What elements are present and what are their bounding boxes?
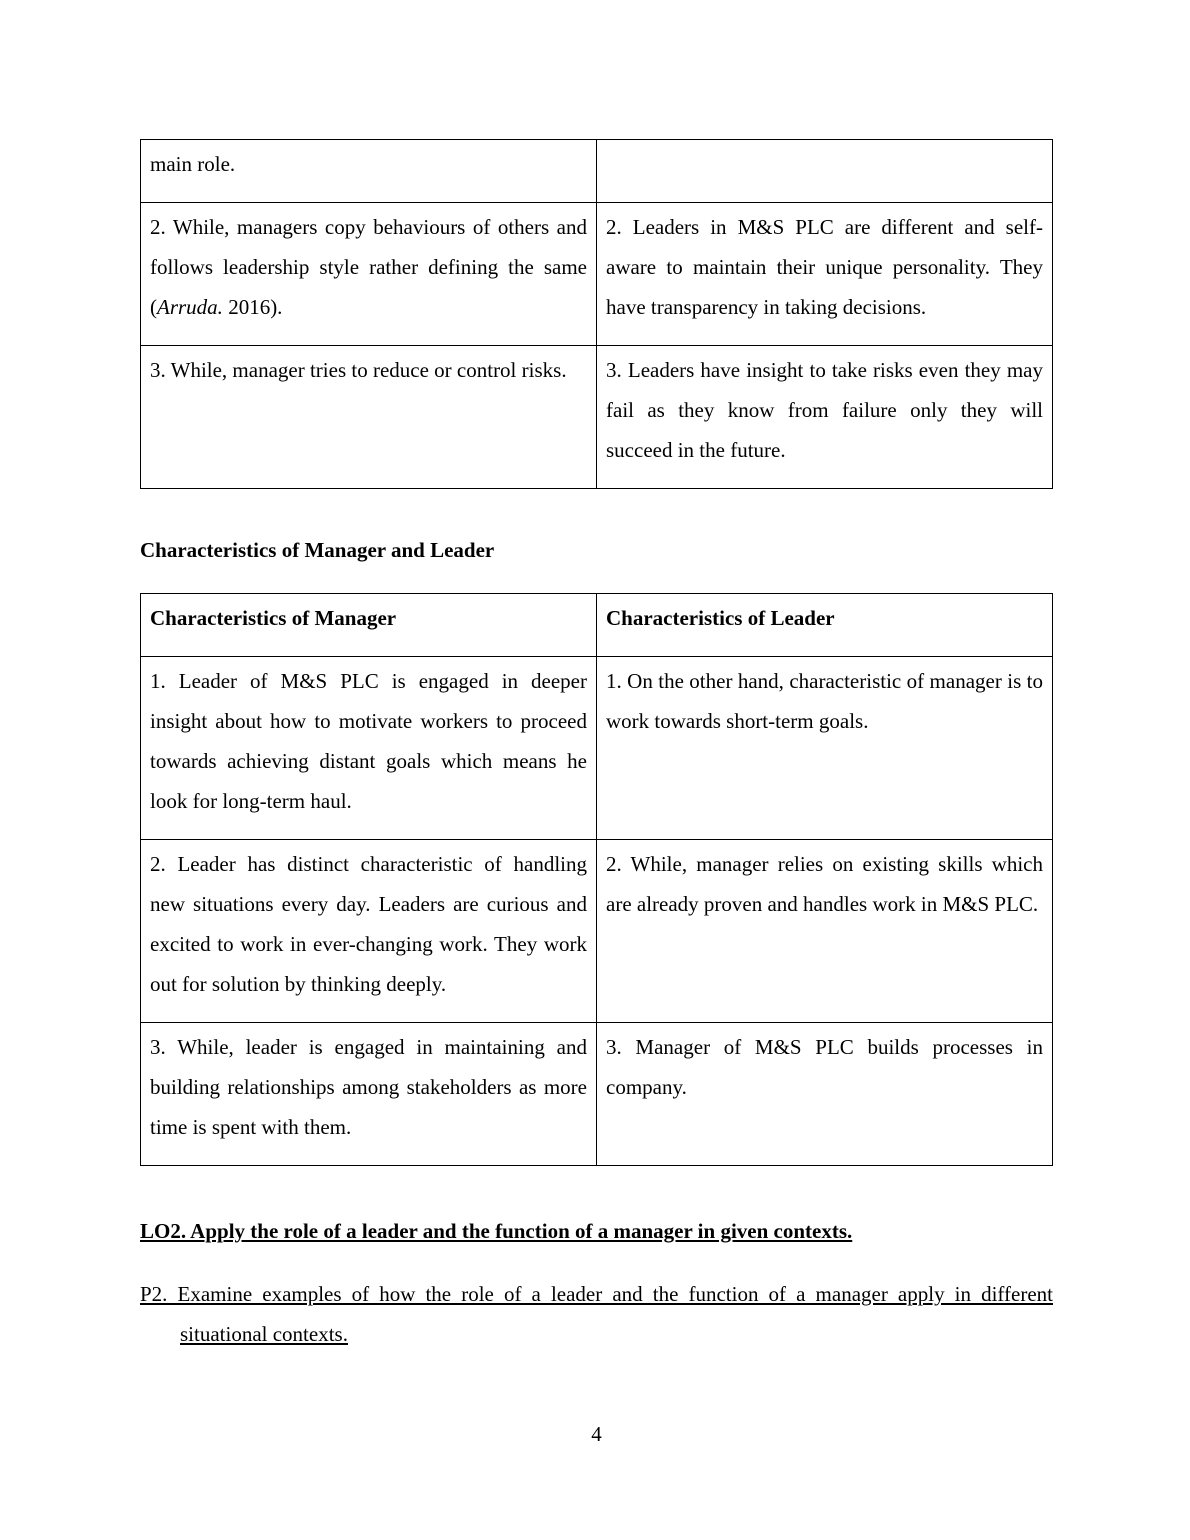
table-cell-leader: 3. Leaders have insight to take risks even they may fail as they know from failure only they will succeed in the future. xyxy=(597,346,1053,489)
table-cell-manager: 3. While, leader is engaged in maintaining and building relationships among stakeholders as more time is spent with them. xyxy=(141,1023,597,1166)
lo2-heading: LO2. Apply the role of a leader and the function of a manager in given contexts. xyxy=(140,1219,853,1243)
citation-italic-text: Arruda. xyxy=(157,295,223,319)
table-cell-manager: main role. xyxy=(141,140,597,203)
table-row xyxy=(141,1023,1053,1166)
column-header-manager: Characteristics of Manager xyxy=(141,594,597,657)
p2-paragraph: P2. Examine examples of how the role of a leader and the function of a manager apply in different situational contexts. xyxy=(140,1282,1053,1346)
table-cell-manager: 1. Leader of M&S PLC is engaged in deeper insight about how to motivate workers to proceed towards achieving distant goals which means he look for long-term haul. xyxy=(141,657,597,840)
page-number: 4 xyxy=(591,1422,602,1446)
table-row xyxy=(141,657,1053,840)
cell-text: 2. While, managers copy behaviours of others and follows leadership style rather defining the same ( xyxy=(150,215,587,319)
table-cell-leader: 2. Leaders in M&S PLC are different and self-aware to maintain their unique personality. They have transparency in taking decisions. xyxy=(597,203,1053,346)
manager-leader-role-table xyxy=(140,139,1053,489)
table-cell-manager: 3. While, manager tries to reduce or control risks. xyxy=(141,346,597,489)
table-cell-manager xyxy=(141,203,597,346)
table-row xyxy=(141,203,1053,346)
table-header-row xyxy=(141,594,1053,657)
table-cell-leader: 2. While, manager relies on existing skills which are already proven and handles work in M&S PLC. xyxy=(597,840,1053,1023)
characteristics-table xyxy=(140,593,1053,1166)
table-cell-leader: 3. Manager of M&S PLC builds processes in company. xyxy=(597,1023,1053,1166)
section-heading-characteristics: Characteristics of Manager and Leader xyxy=(140,538,495,562)
cell-text: 2016). xyxy=(222,295,283,319)
table-cell-leader: 1. On the other hand, characteristic of manager is to work towards short-term goals. xyxy=(597,657,1053,840)
table-cell-manager: 2. Leader has distinct characteristic of handling new situations every day. Leaders are curious and excited to work in ever-changing work. They work out for solution by thinking deeply. xyxy=(141,840,597,1023)
table-row xyxy=(141,346,1053,489)
table-row xyxy=(141,840,1053,1023)
table-row xyxy=(141,140,1053,203)
table-cell-leader xyxy=(597,140,1053,203)
column-header-leader: Characteristics of Leader xyxy=(597,594,1053,657)
